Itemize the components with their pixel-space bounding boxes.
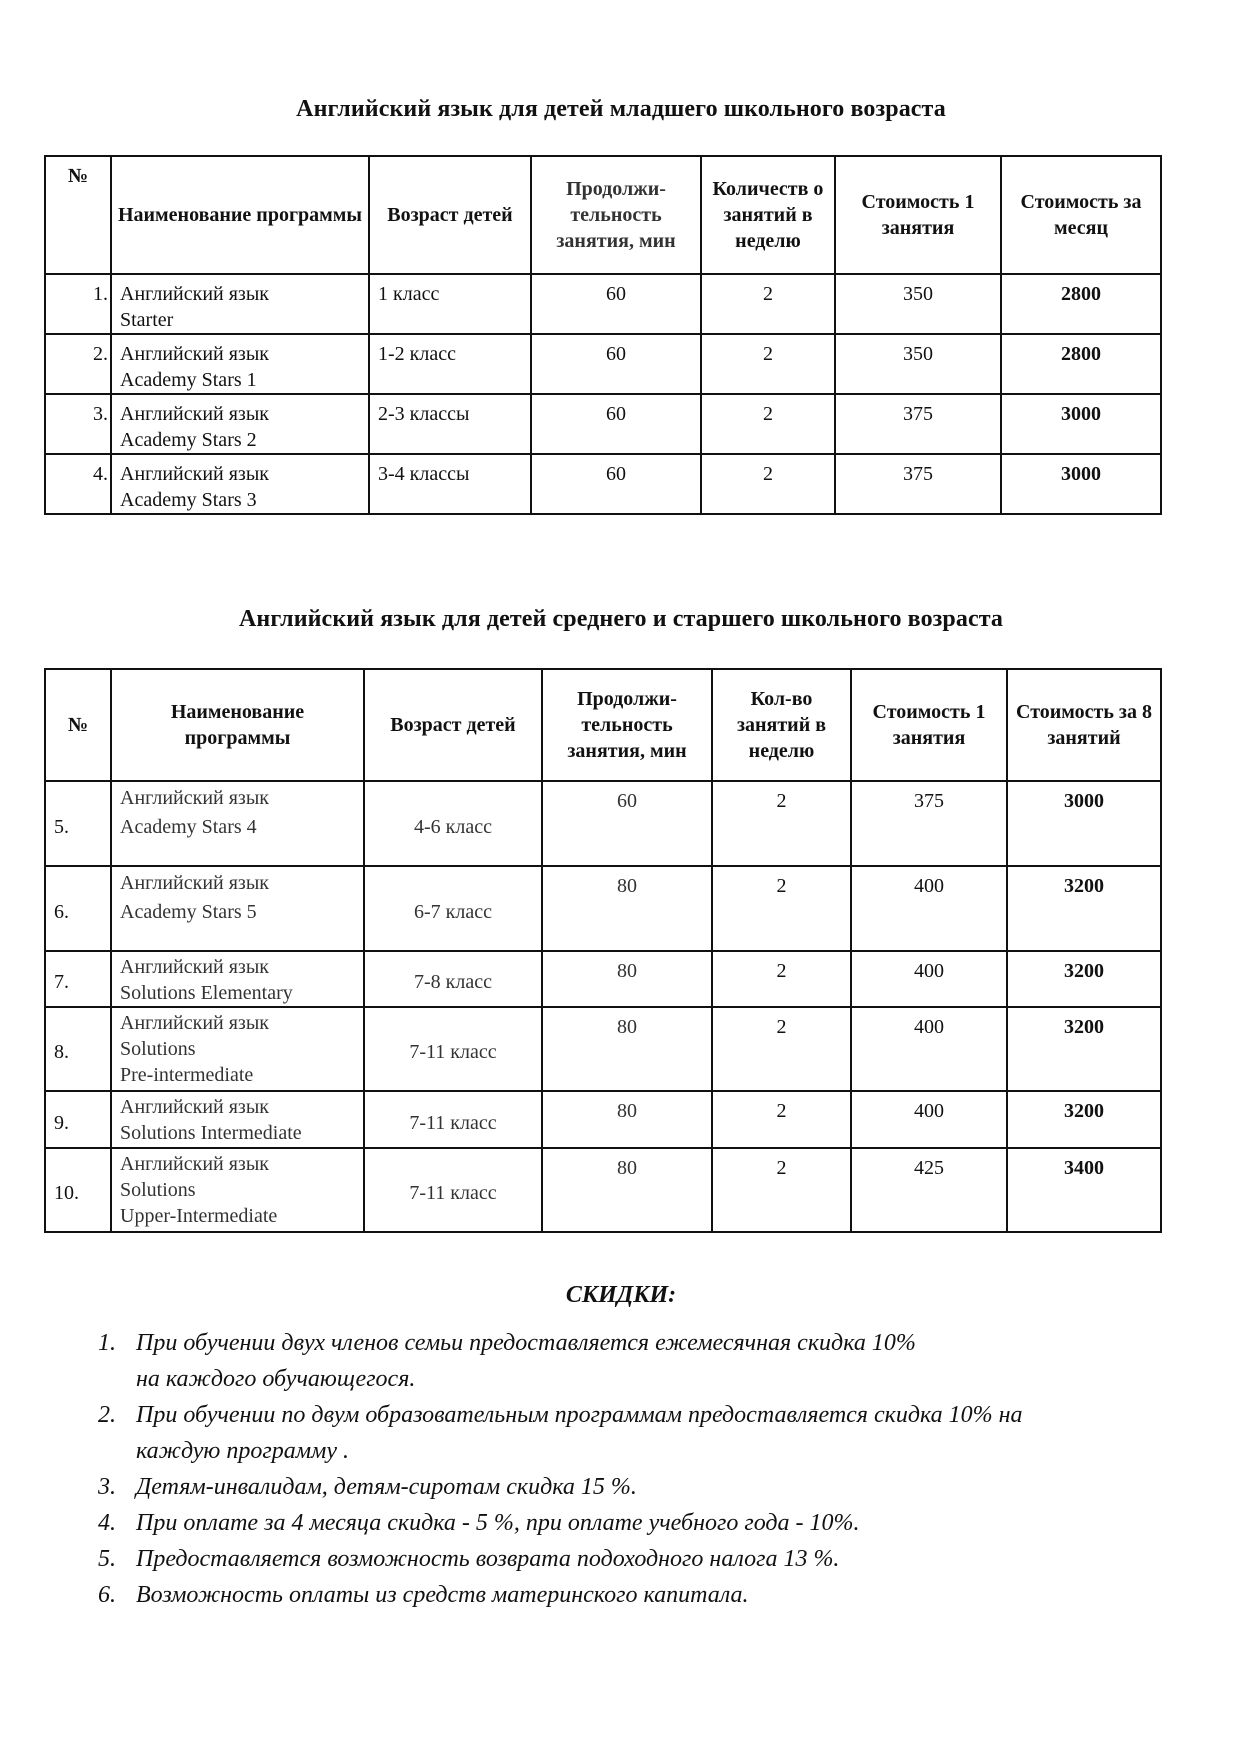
row-age: 7-8 класс [364, 951, 542, 1007]
name-line: Academy Stars 2 [120, 429, 257, 451]
row-age: 2-3 классы [369, 394, 531, 454]
name-line: Academy Stars 4 [120, 816, 257, 838]
name-line: Английский язык [120, 343, 269, 365]
row-duration: 60 [531, 334, 701, 394]
row-duration: 60 [531, 274, 701, 334]
row-count: 2 [701, 454, 835, 514]
discount-number: 3. [98, 1474, 116, 1500]
header-price-one: Стоимость 1 занятия [835, 156, 1001, 274]
junior-pricing-table [44, 155, 1162, 515]
header-price-total: Стоимость за 8 занятий [1007, 669, 1161, 781]
row-duration: 80 [542, 1091, 712, 1148]
row-count: 2 [712, 951, 851, 1007]
row-price-total: 3200 [1007, 951, 1161, 1007]
header-num: № [45, 669, 111, 781]
row-num: 9. [45, 1091, 111, 1148]
row-num: 1. [45, 274, 111, 334]
row-count: 2 [712, 1091, 851, 1148]
row-num: 10. [45, 1148, 111, 1232]
row-age: 6-7 класс [364, 866, 542, 951]
name-line: Solutions Elementary [120, 982, 293, 1004]
row-duration: 80 [542, 951, 712, 1007]
row-price-one: 350 [835, 274, 1001, 334]
row-num: 8. [45, 1007, 111, 1091]
table-header-row [45, 156, 1161, 274]
row-price-total: 3000 [1007, 781, 1161, 866]
row-name [111, 1091, 364, 1148]
table-row [45, 781, 1161, 866]
row-price-one: 400 [851, 1091, 1007, 1148]
discount-text: на каждого обучающегося. [136, 1366, 416, 1392]
discount-text: каждую программу . [136, 1438, 349, 1464]
row-age: 7-11 класс [364, 1007, 542, 1091]
row-price-total: 3000 [1001, 394, 1161, 454]
name-line: Английский язык [120, 1096, 269, 1118]
header-count: Количеств о занятий в неделю [701, 156, 835, 274]
name-line: Academy Stars 5 [120, 901, 257, 923]
row-duration: 60 [531, 454, 701, 514]
row-num: 6. [45, 866, 111, 951]
header-count: Кол-во занятий в неделю [712, 669, 851, 781]
senior-pricing-table [44, 668, 1162, 1233]
row-price-total: 2800 [1001, 334, 1161, 394]
header-price-total: Стоимость за месяц [1001, 156, 1161, 274]
discount-number: 4. [98, 1510, 116, 1536]
row-count: 2 [712, 1007, 851, 1091]
row-price-total: 3200 [1007, 866, 1161, 951]
table-row [45, 1007, 1161, 1091]
row-name [111, 274, 369, 334]
row-num: 7. [45, 951, 111, 1007]
row-name [111, 781, 364, 866]
row-name [111, 866, 364, 951]
table-row [45, 866, 1161, 951]
discount-text: При обучении по двум образовательным программам предоставляется скидка 10% на [136, 1402, 1023, 1428]
section1-title: Английский язык для детей младшего школьного возраста [296, 96, 946, 122]
table-header-row [45, 669, 1161, 781]
row-price-total: 3000 [1001, 454, 1161, 514]
name-line: Английский язык [120, 283, 269, 305]
header-duration: Продолжи-тельность занятия, мин [542, 669, 712, 781]
row-price-total: 3200 [1007, 1091, 1161, 1148]
row-count: 2 [701, 394, 835, 454]
row-price-one: 375 [851, 781, 1007, 866]
row-price-one: 425 [851, 1148, 1007, 1232]
row-duration: 80 [542, 1148, 712, 1232]
row-name [111, 394, 369, 454]
table-row [45, 274, 1161, 334]
discounts-list [98, 1325, 1178, 1613]
row-count: 2 [701, 274, 835, 334]
discount-item [98, 1325, 1178, 1397]
header-age: Возраст детей [364, 669, 542, 781]
row-price-one: 400 [851, 951, 1007, 1007]
row-price-total: 2800 [1001, 274, 1161, 334]
name-line: Английский язык [120, 872, 269, 894]
name-line: Английский язык [120, 956, 269, 978]
name-line: Solutions Intermediate [120, 1122, 302, 1144]
row-duration: 60 [542, 781, 712, 866]
row-price-one: 400 [851, 866, 1007, 951]
name-line: Английский язык [120, 1012, 269, 1034]
header-name: Наименование программы [111, 669, 364, 781]
row-name [111, 1007, 364, 1091]
section2-title: Английский язык для детей среднего и старшего школьного возраста [239, 606, 1003, 632]
name-line: Solutions [120, 1179, 196, 1201]
discount-number: 2. [98, 1402, 116, 1428]
row-num: 3. [45, 394, 111, 454]
name-line: Английский язык [120, 403, 269, 425]
row-count: 2 [712, 866, 851, 951]
name-line: Pre-intermediate [120, 1064, 254, 1086]
name-line: Academy Stars 3 [120, 489, 257, 511]
row-price-one: 400 [851, 1007, 1007, 1091]
table-row [45, 951, 1161, 1007]
name-line: Английский язык [120, 787, 269, 809]
discount-item [98, 1505, 1178, 1541]
discount-item [98, 1397, 1178, 1469]
header-num: № [45, 156, 111, 274]
table-row [45, 394, 1161, 454]
row-price-one: 350 [835, 334, 1001, 394]
table-row [45, 1091, 1161, 1148]
row-num: 2. [45, 334, 111, 394]
row-count: 2 [712, 1148, 851, 1232]
name-line: Academy Stars 1 [120, 369, 257, 391]
row-age: 7-11 класс [364, 1091, 542, 1148]
row-name [111, 1148, 364, 1232]
name-line: Solutions [120, 1038, 196, 1060]
header-age: Возраст детей [369, 156, 531, 274]
header-duration: Продолжи-тельность занятия, мин [531, 156, 701, 274]
row-duration: 80 [542, 866, 712, 951]
row-price-total: 3400 [1007, 1148, 1161, 1232]
name-line: Английский язык [120, 1153, 269, 1175]
discounts-title: СКИДКИ: [565, 1282, 677, 1308]
name-line: Английский язык [120, 463, 269, 485]
discount-item [98, 1577, 1178, 1613]
discount-text: При обучении двух членов семьи предоставляется ежемесячная скидка 10% [136, 1330, 916, 1356]
discount-number: 5. [98, 1546, 116, 1572]
row-duration: 60 [531, 394, 701, 454]
discount-item [98, 1469, 1178, 1505]
name-line: Upper-Intermediate [120, 1205, 278, 1227]
table-row [45, 454, 1161, 514]
row-count: 2 [712, 781, 851, 866]
row-name [111, 334, 369, 394]
row-price-one: 375 [835, 394, 1001, 454]
table-row [45, 334, 1161, 394]
header-price-one: Стоимость 1 занятия [851, 669, 1007, 781]
row-duration: 80 [542, 1007, 712, 1091]
discount-item [98, 1541, 1178, 1577]
row-num: 4. [45, 454, 111, 514]
row-price-total: 3200 [1007, 1007, 1161, 1091]
table-row [45, 1148, 1161, 1232]
discount-text: Предоставляется возможность возврата подоходного налога 13 %. [136, 1546, 840, 1572]
row-count: 2 [701, 334, 835, 394]
discount-text: При оплате за 4 месяца скидка - 5 %, при оплате учебного года - 10%. [136, 1510, 860, 1536]
row-age: 1 класс [369, 274, 531, 334]
discount-number: 1. [98, 1330, 116, 1356]
header-name: Наименование программы [111, 156, 369, 274]
row-price-one: 375 [835, 454, 1001, 514]
row-name [111, 951, 364, 1007]
row-name [111, 454, 369, 514]
discount-text: Возможность оплаты из средств материнского капитала. [136, 1582, 749, 1608]
row-age: 4-6 класс [364, 781, 542, 866]
name-line: Starter [120, 309, 174, 331]
discount-number: 6. [98, 1582, 116, 1608]
row-num: 5. [45, 781, 111, 866]
row-age: 3-4 классы [369, 454, 531, 514]
row-age: 1-2 класс [369, 334, 531, 394]
discount-text: Детям-инвалидам, детям-сиротам скидка 15 %. [136, 1474, 637, 1500]
row-age: 7-11 класс [364, 1148, 542, 1232]
